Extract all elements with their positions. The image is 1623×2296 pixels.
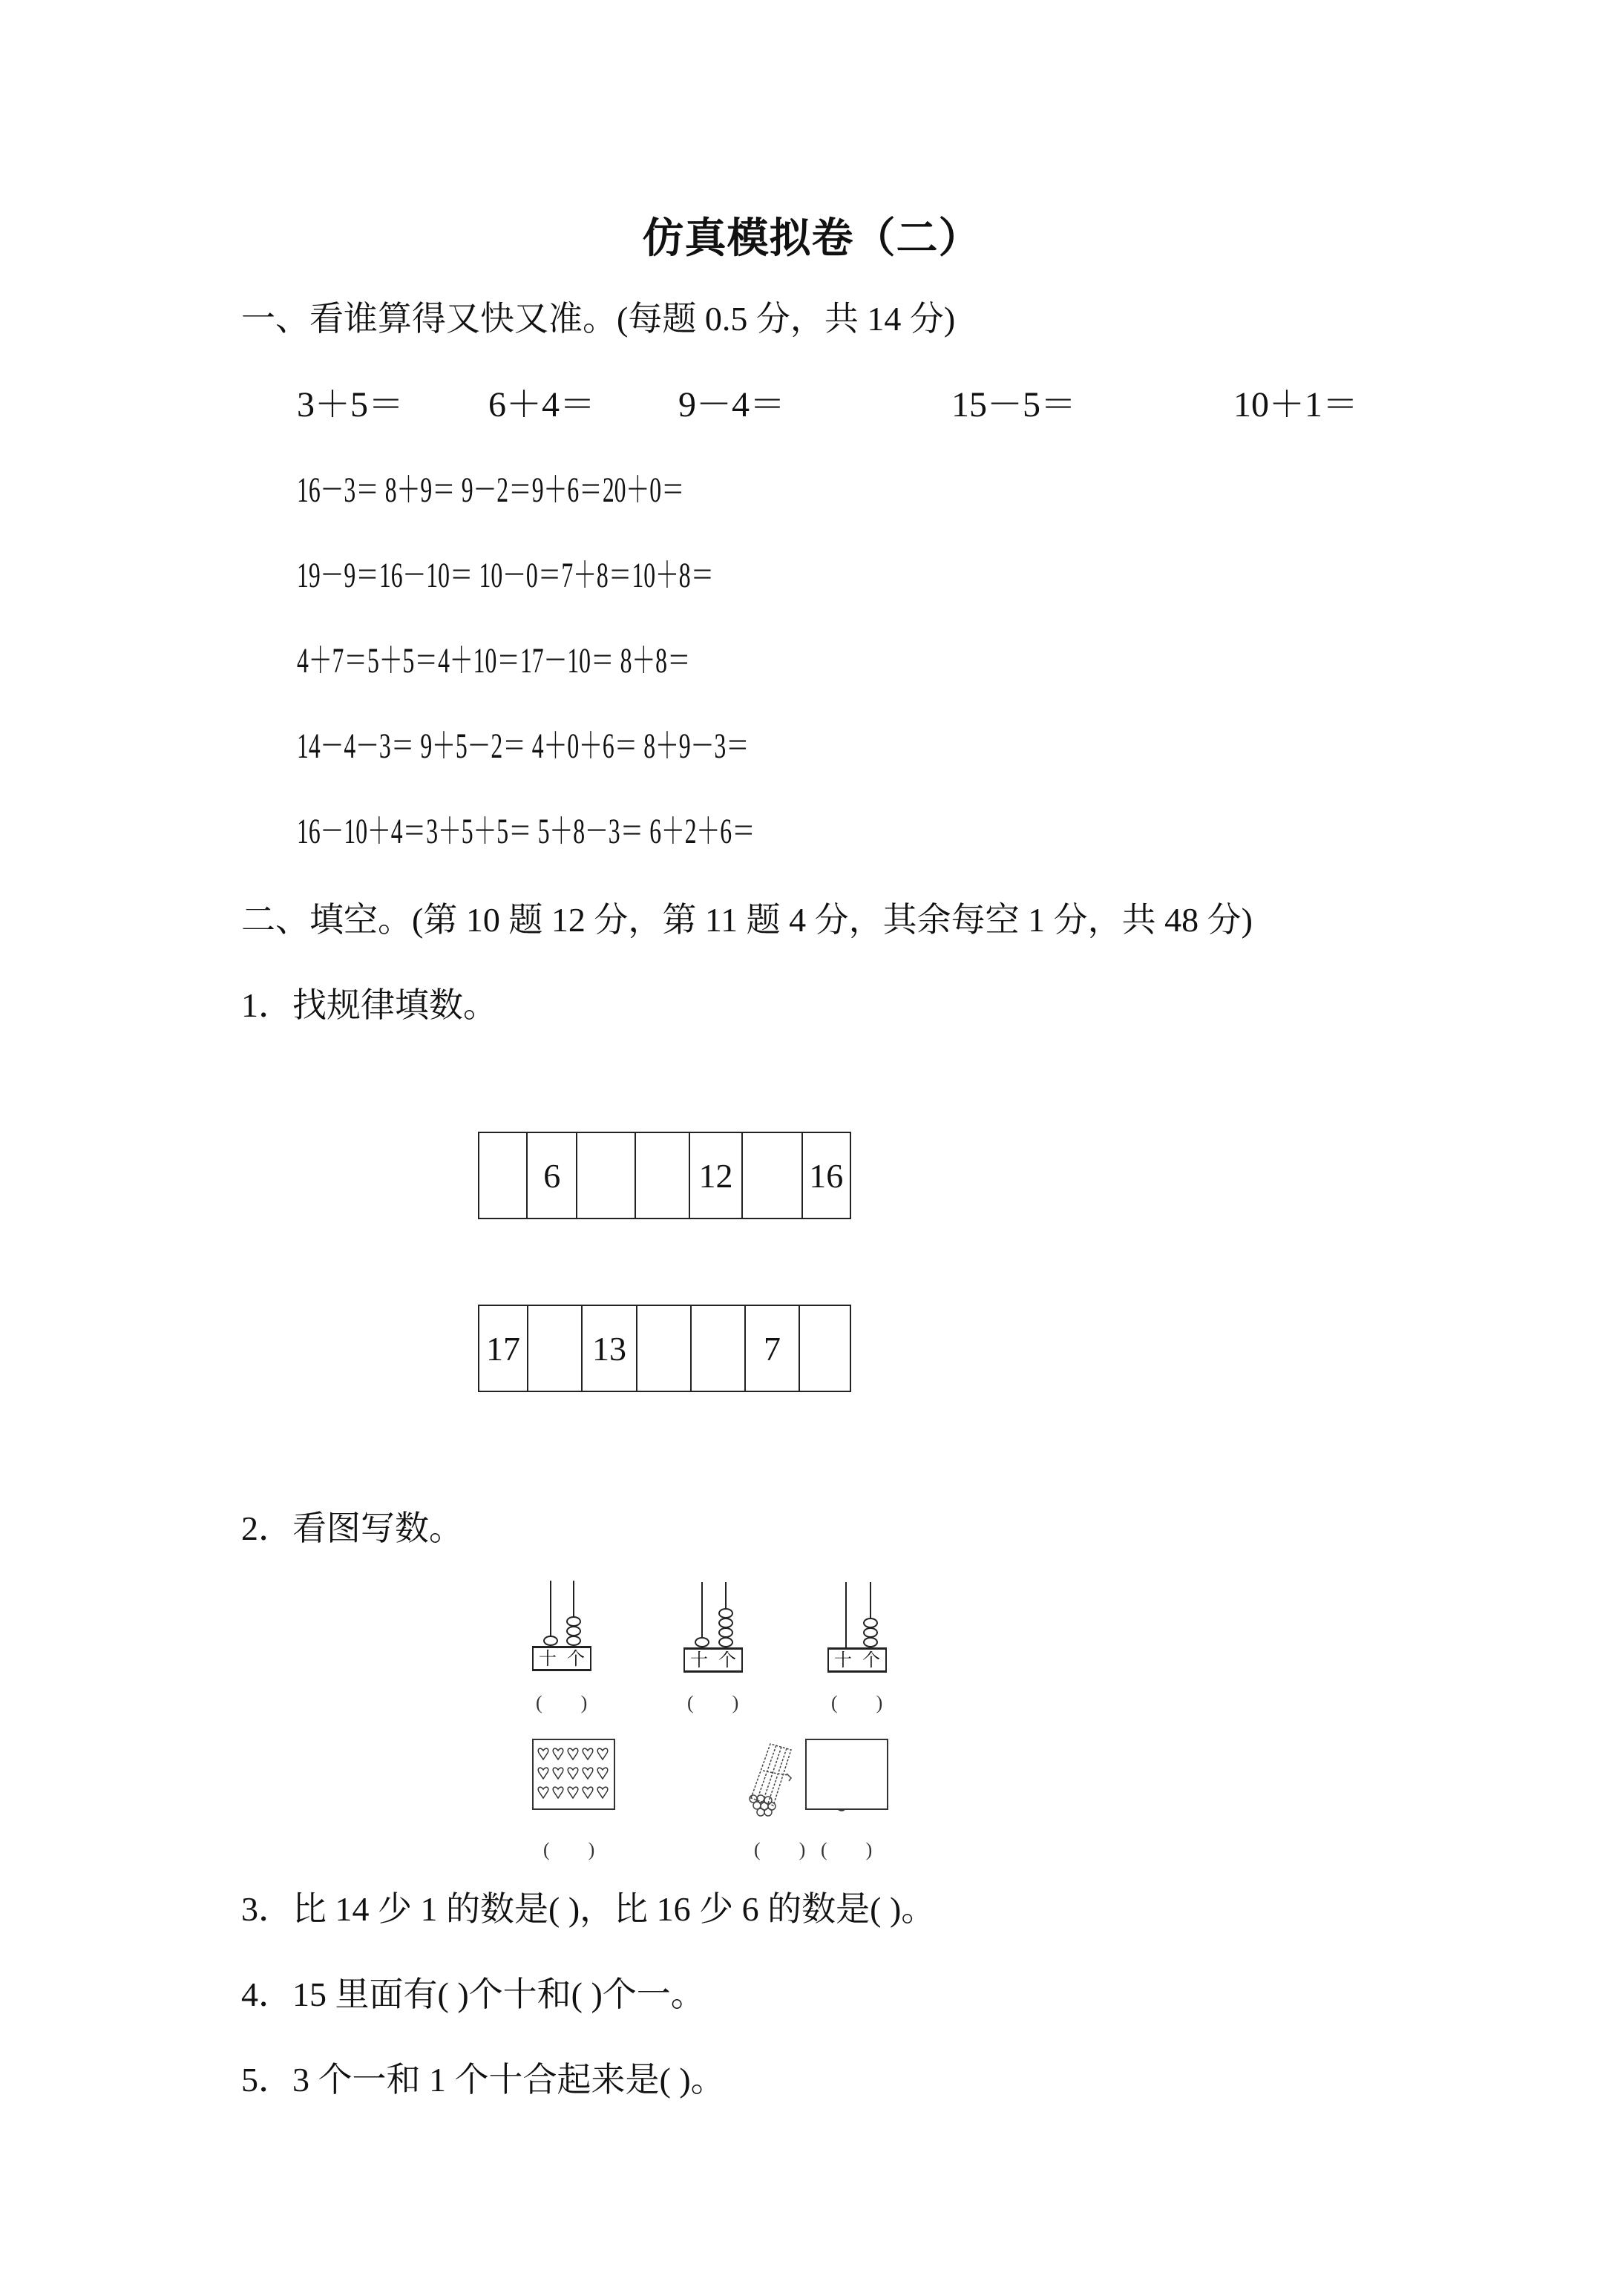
equation-row-3: 19－9＝16－10＝ 10－0＝7＋8＝10＋8＝ (297, 556, 715, 595)
tens-label: 十 (539, 1648, 557, 1669)
answer-blank[interactable]: ( ) (536, 1692, 588, 1713)
abacus-base (827, 1647, 887, 1673)
grid-cell: 12 (690, 1133, 743, 1218)
abacus-2 (683, 1582, 744, 1679)
bead (566, 1616, 581, 1627)
equation-row-5: 14－4－3＝ 9＋5－2＝ 4＋0＋6＝ 8＋9－3＝ (297, 726, 750, 766)
bead (863, 1618, 878, 1628)
ones-label: 个 (718, 1650, 736, 1670)
grid-cell[interactable] (692, 1306, 746, 1391)
abacus-base (532, 1646, 591, 1671)
equation-row-6: 16－10＋4＝3＋5＋5＝ 5＋8－3＝ 6＋2＋6＝ (297, 812, 755, 851)
question-2-label: 2．看图写数。 (241, 1509, 463, 1547)
grid-cell[interactable] (528, 1306, 583, 1391)
bead (863, 1637, 878, 1647)
equation-row-2: 16－3＝ 8＋9＝ 9－2＝9＋6＝20＋0＝ (297, 470, 685, 510)
section-1-header: 一、看谁算得又快又准。(每题 0.5 分，共 14 分) (241, 300, 956, 338)
grid-cell[interactable] (636, 1133, 689, 1218)
hearts-picture (532, 1739, 615, 1810)
grid-cell: 17 (479, 1306, 528, 1391)
equation: 9－4＝ (678, 385, 786, 424)
grid-cell[interactable] (637, 1306, 692, 1391)
question-1-label: 1．找规律填数。 (241, 986, 497, 1024)
bead (718, 1637, 733, 1647)
answer-blank[interactable]: ( ) (754, 1839, 806, 1860)
abacus-3 (827, 1582, 888, 1679)
bead (566, 1636, 581, 1646)
answer-blank[interactable]: ( ) (687, 1692, 739, 1713)
grid-cell[interactable] (800, 1306, 850, 1391)
grid-cell: 16 (809, 1156, 844, 1195)
grid-cell: 6 (528, 1133, 577, 1218)
bead (718, 1608, 733, 1618)
bead (543, 1636, 558, 1646)
answer-blank[interactable]: ( ) (821, 1839, 873, 1860)
answer-blank[interactable]: ( ) (831, 1692, 883, 1713)
pattern-grid-2 (478, 1305, 851, 1392)
page-title: 仿真模拟卷（二） (642, 214, 981, 263)
abacus-1 (532, 1581, 593, 1677)
question-3: 3．比 14 少 1 的数是( )，比 16 少 6 的数是( )。 (241, 1890, 936, 1928)
bead (718, 1627, 733, 1638)
grid-cell: 7 (746, 1306, 800, 1391)
answer-blank[interactable]: ( ) (543, 1839, 595, 1860)
bead (695, 1637, 709, 1647)
bead (863, 1627, 878, 1638)
bead (566, 1626, 581, 1636)
ones-label: 个 (862, 1650, 880, 1670)
tens-label: 十 (834, 1650, 852, 1670)
grid-cell[interactable] (577, 1133, 636, 1218)
equation: 6＋4＝ (488, 385, 596, 424)
equation: 3＋5＝ (297, 385, 404, 424)
question-5: 5．3 个一和 1 个十合起来是( )。 (241, 2061, 725, 2099)
tens-label: 十 (690, 1650, 708, 1670)
hearts-icon (534, 1740, 614, 1808)
equation: 10＋1＝ (1233, 385, 1359, 424)
grid-cell: 13 (583, 1306, 637, 1391)
empty-picture-box (805, 1739, 888, 1810)
bead (718, 1618, 733, 1628)
grid-cell[interactable] (479, 1133, 528, 1218)
section-2-header: 二、填空。(第 10 题 12 分，第 11 题 4 分，其余每空 1 分，共 48 分) (241, 901, 1253, 939)
question-4: 4．15 里面有( )个十和( )个一。 (241, 1975, 705, 2013)
abacus-base (683, 1647, 743, 1673)
equation: 15－5＝ (951, 385, 1077, 424)
equation-row-4: 4＋7＝5＋5＝4＋10＝17－10＝ 8＋8＝ (297, 641, 691, 680)
grid-cell[interactable] (743, 1133, 802, 1218)
pattern-grid-1 (478, 1132, 851, 1219)
tens-rod (845, 1582, 847, 1649)
ones-label: 个 (567, 1648, 585, 1669)
